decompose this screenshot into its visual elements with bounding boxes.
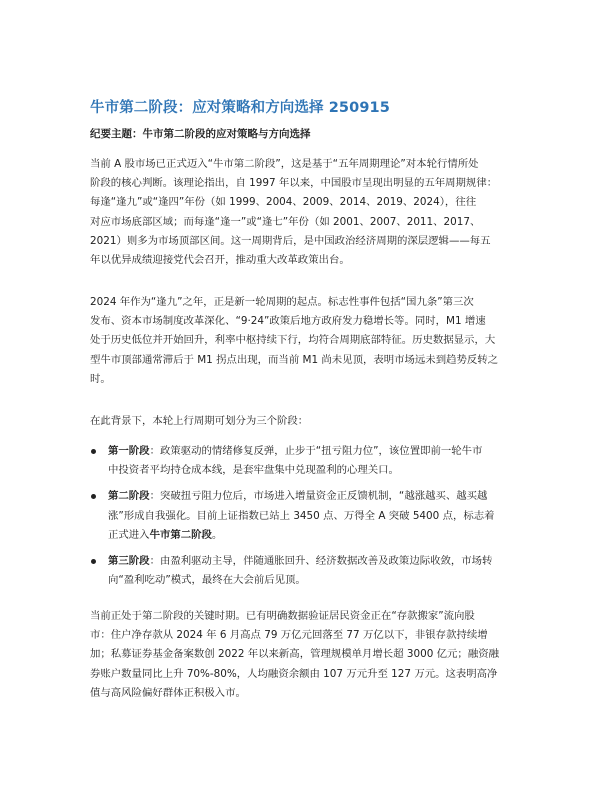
paragraph-three-stages-intro: [90, 412, 522, 431]
paragraph-2024-start: [90, 293, 522, 389]
stage-text: 中投资者平均持仓成本线，是套牢盘集中兑现盈利的心理关口。: [108, 464, 399, 477]
stage-text: ：由盈利驱动主导，伴随通胀回升、经济数据改善及政策边际收敛，市场转: [149, 555, 493, 568]
list-item-stage-3: [90, 552, 522, 590]
stage-emphasis: 牛市第二阶段: [149, 528, 212, 541]
paragraph-line: 在此背景下，本轮上行周期可划分为三个阶段：: [90, 415, 309, 427]
stage-text: ：突破扭亏阻力位后，市场进入增量资金正反馈机制，“越涨越买、越买越: [149, 490, 488, 503]
stage-label: 第一阶段: [108, 445, 150, 457]
stage-text: ：政策驱动的情绪修复反弹，止步于“扭亏阻力位”，该位置即前一轮牛市: [149, 445, 483, 457]
paragraph-line: 每逢“逢九”或“逢四”年份（如 1999、2004、2009、2014、2019、2024），往往: [90, 196, 477, 209]
page-title: 牛市第二阶段：应对策略和方向选择 250915: [90, 100, 390, 116]
paragraph-deposit-migration: [90, 607, 522, 703]
paragraph-line: 加；私募证券基金备案数创 2022 年以来新高，管理规模单月增长超 3000 亿元；融资融: [90, 648, 499, 661]
list-item-stage-1: [90, 442, 522, 480]
paragraph-cycle-theory: [90, 155, 522, 270]
stage-label: 第三阶段: [108, 555, 150, 568]
list-item-stage-2: [90, 487, 522, 545]
paragraph-line: 阶段的核心判断。该理论指出，自 1997 年以来，中国股市呈现出明显的五年周期规律：: [90, 177, 498, 190]
bullet-dot: [91, 494, 96, 499]
paragraph-line: 值与高风险偏好群体正积极入市。: [90, 686, 246, 699]
paragraph-line: 发布、资本市场制度改革深化、“9·24”政策后地方政府发力稳增长等。同时，M1 增速: [90, 315, 486, 328]
paragraph-line: 时。: [90, 372, 111, 385]
paragraph-line: 券账户数量同比上升 70%-80%，人均融资余额由 107 万元升至 127 万元。这表明高净: [90, 667, 498, 680]
bullet-dot: [91, 559, 96, 564]
page-subtitle: 纪要主题：牛市第二阶段的应对策略与方向选择: [90, 128, 311, 140]
paragraph-line: 2024 年作为“逢九”之年，正是新一轮周期的起点。标志性事件包括“国九条”第三次: [90, 296, 474, 308]
stage-list: [90, 442, 522, 597]
paragraph-line: 处于历史低位并开始回升，利率中枢持续下行，均符合周期底部特征。历史数据显示，大: [90, 334, 496, 347]
paragraph-line: 2021）则多为市场顶部区间。这一周期背后，是中国政治经济周期的深层逻辑——每五: [90, 234, 491, 247]
bullet-dot: [91, 449, 96, 454]
paragraph-line: 当前 A 股市场已正式迈入“牛市第二阶段”，这是基于“五年周期理论”对本轮行情所处: [90, 158, 479, 170]
stage-text: 向“盈利吃动”模式，最终在大会前后见顶。: [108, 574, 306, 587]
paragraph-line: 型牛市顶部通常滞后于 M1 拐点出现，而当前 M1 尚未见顶，表明市场远未到趋势反转之: [90, 353, 499, 366]
paragraph-line: 年以优异成绩迎接党代会召开，推动重大改革政策出台。: [90, 254, 350, 267]
paragraph-line: 市：住户净存款从 2024 年 6 月高点 79 万亿元回落至 77 万亿以下，非银存款持续增: [90, 629, 488, 642]
paragraph-line: 对应市场底部区域；而每逢“逢一”或“逢七”年份（如 2001、2007、2011、2017、: [90, 215, 481, 228]
stage-text: 正式进入: [108, 528, 150, 541]
stage-text: 涨”形成自我强化。目前上证指数已站上 3450 点、万得全 A 突破 5400 点，标志着: [108, 509, 495, 522]
stage-label: 第二阶段: [108, 490, 150, 503]
stage-text: 。: [211, 528, 223, 541]
paragraph-line: 当前正处于第二阶段的关键时期。已有明确数据验证居民资金正在“存款搬家”流向股: [90, 610, 475, 622]
